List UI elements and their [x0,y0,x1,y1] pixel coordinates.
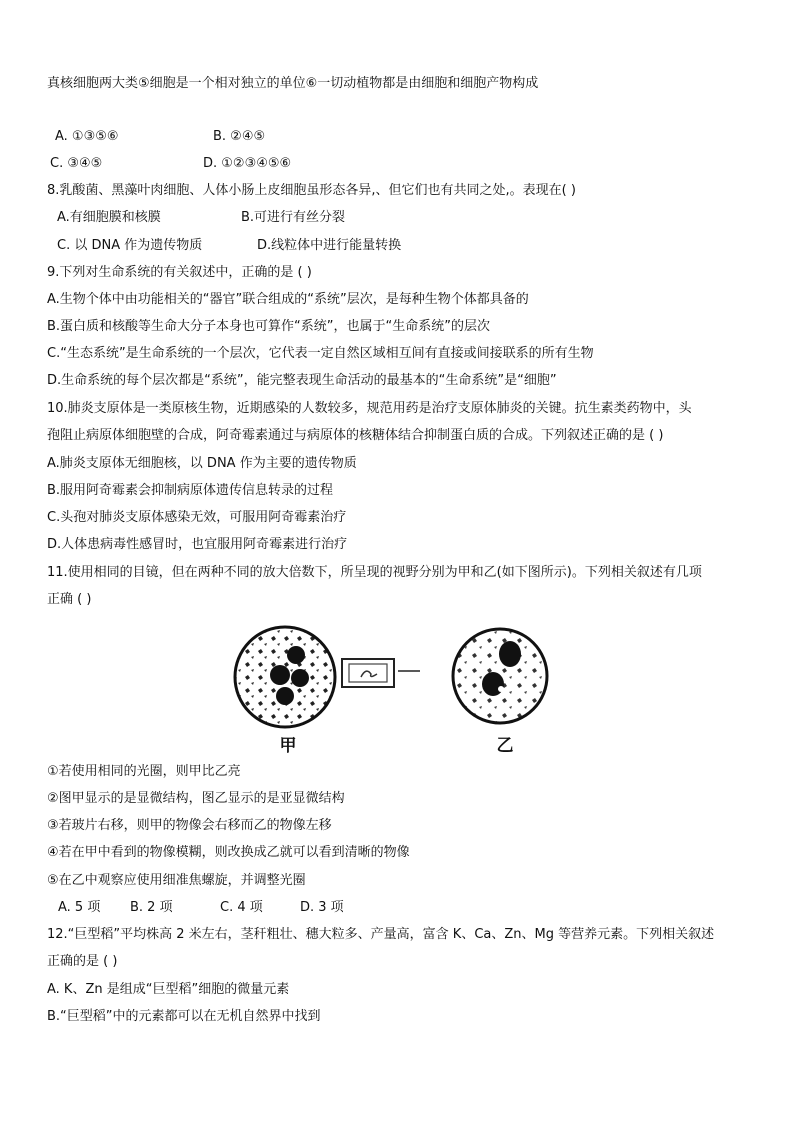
q9-option-b: B.蛋白质和核酸等生命大分子本身也可算作“系统”，也属于“生命系统”的层次 [47,319,490,334]
q7-option-a: A. ①③⑤⑥ [55,129,119,144]
q8-option-b: B.可进行有丝分裂 [241,210,346,225]
q7-option-b: B. ②④⑤ [213,129,266,144]
q10-stem-line1: 10.肺炎支原体是一类原核生物，近期感染的人数较多，规范用药是治疗支原体肺炎的关键。抗生素类药物中，头 [47,401,692,416]
figure-label-yi: 乙 [496,736,514,756]
q8-stem: 8.乳酸菌、黑藻叶肉细胞、人体小肠上皮细胞虽形态各异,、但它们也有共同之处,。表现在( ) [47,183,576,198]
q12-option-a: A. K、Zn 是组成“巨型稻”细胞的微量元素 [47,982,290,997]
q10-stem-line2: 孢阻止病原体细胞壁的合成，阿奇霉素通过与病原体的核糖体结合抑制蛋白质的合成。下列叙述正确的是 ( ) [47,428,664,443]
q11-option-d: D. 3 项 [300,900,344,915]
q12-stem-line2: 正确的是 ( ) [47,954,118,969]
q7-option-d: D. ①②③④⑤⑥ [203,156,292,171]
q10-option-c: C.头孢对肺炎支原体感染无效，可服用阿奇霉素治疗 [47,510,347,525]
q10-option-d: D.人体患病毒性感冒时，也宜服用阿奇霉素进行治疗 [47,537,348,552]
q11-statement-3: ③若玻片右移，则甲的物像会右移而乙的物像左移 [47,818,332,833]
q11-option-a: A. 5 项 [58,900,101,915]
q11-option-b: B. 2 项 [130,900,173,915]
microscope-field-figure [230,622,560,757]
field-jia [235,627,335,727]
q8-option-a: A.有细胞膜和核膜 [57,210,161,225]
q11-stem-line2: 正确 ( ) [47,592,92,607]
q10-option-a: A.肺炎支原体无细胞核，以 DNA 作为主要的遗传物质 [47,456,357,471]
q8-option-c: C. 以 DNA 作为遗传物质 [57,238,203,253]
q8-option-d: D.线粒体中进行能量转换 [257,238,402,253]
q12-stem-line1: 12.“巨型稻”平均株高 2 米左右，茎秆粗壮、穗大粒多、产量高，富含 K、Ca、Zn、Mg 等营养元素。下列相关叙述 [47,927,715,942]
intro-tail-text: 真核细胞两大类⑤细胞是一个相对独立的单位⑥一切动植物都是由细胞和细胞产物构成 [47,76,539,91]
q11-statement-5: ⑤在乙中观察应使用细准焦螺旋，并调整光圈 [47,873,306,888]
q11-statement-1: ①若使用相同的光圈，则甲比乙亮 [47,764,241,779]
q9-option-d: D.生命系统的每个层次都是“系统”，能完整表现生命活动的最基本的“生命系统”是“细胞” [47,373,557,388]
q7-option-c: C. ③④⑤ [50,156,103,171]
q11-option-c: C. 4 项 [220,900,263,915]
q11-stem-line1: 11.使用相同的目镜，但在两种不同的放大倍数下，所呈现的视野分别为甲和乙(如下图所示)。下列相关叙述有几项 [47,565,702,580]
q11-statement-2: ②图甲显示的是显微结构，图乙显示的是亚显微结构 [47,791,345,806]
q9-stem: 9.下列对生命系统的有关叙述中，正确的是 ( ) [47,265,312,280]
figure-label-jia: 甲 [279,736,297,756]
q9-option-c: C.“生态系统”是生命系统的一个层次，它代表一定自然区域相互间有直接或间接联系的所有生物 [47,346,594,361]
q12-option-b: B.“巨型稻”中的元素都可以在无机自然界中找到 [47,1009,321,1024]
field-yi [453,629,547,723]
q11-statement-4: ④若在甲中看到的物像模糊，则改换成乙就可以看到清晰的物像 [47,845,410,860]
slide-sketch [342,659,420,687]
q10-option-b: B.服用阿奇霉素会抑制病原体遗传信息转录的过程 [47,483,334,498]
q9-option-a: A.生物个体中由功能相关的“器官”联合组成的“系统”层次，是每种生物个体都具备的 [47,292,529,307]
